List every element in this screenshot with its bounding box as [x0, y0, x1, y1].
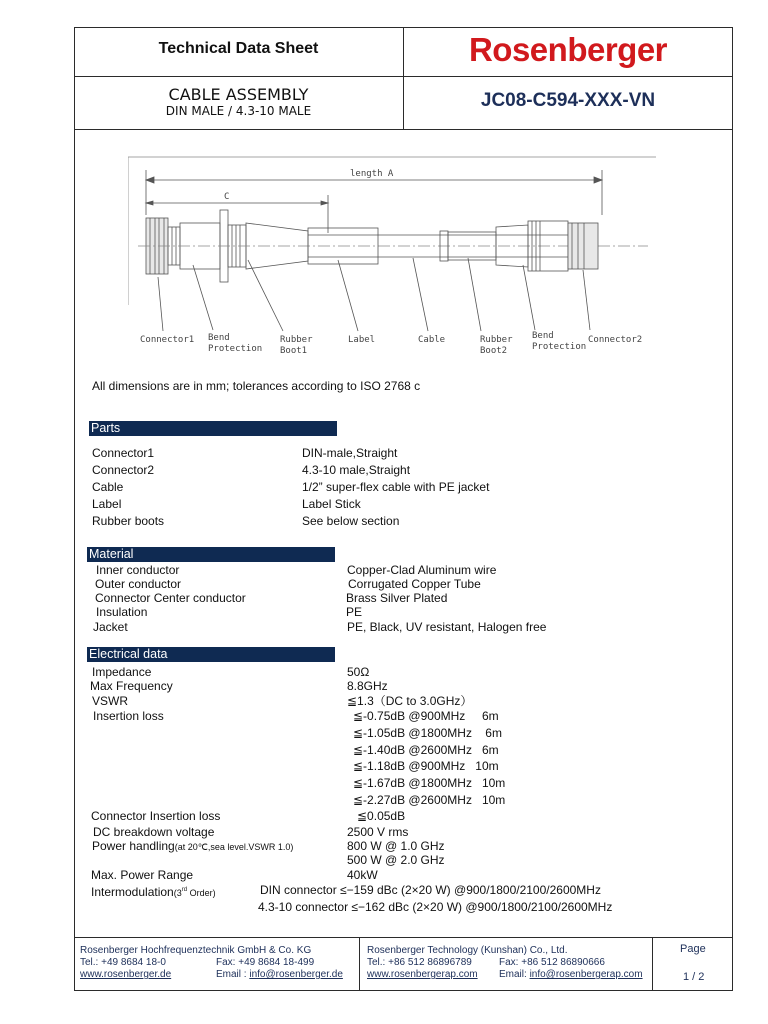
vswr-value: ≦1.3（DC to 3.0GHz）	[347, 694, 473, 708]
footer-company-de: Rosenberger Hochfrequenztechnik GmbH & Co. KG	[80, 945, 312, 956]
footer-divider-1	[359, 937, 360, 991]
section-parts-header: Parts	[89, 421, 337, 436]
power-handling-value-1: 800 W @ 1.0 GHz	[347, 839, 445, 853]
page-number: 1 / 2	[683, 971, 705, 983]
connector-insertion-loss-value: ≦0.05dB	[357, 809, 406, 823]
callout-label: Label	[348, 335, 376, 345]
intermodulation-value-4310: 4.3-10 connector ≤−162 dBc (2×20 W) @900/1800/2100/2600MHz	[258, 900, 613, 914]
callout-bend-protection-1: Bend Protection	[208, 333, 263, 354]
max-frequency-label: Max Frequency	[90, 679, 173, 693]
footer-email-de-link[interactable]: info@rosenberger.de	[249, 969, 343, 980]
insertion-loss-label: Insertion loss	[93, 709, 164, 723]
footer-tel-de: Tel.: +49 8684 18-0	[80, 957, 166, 968]
impedance-label: Impedance	[92, 665, 152, 679]
brand-logo: Rosenberger	[468, 31, 668, 68]
callout-rubber-boot1: Rubber Boot1	[280, 335, 313, 356]
intermodulation-label: Intermodulation(3rd Order)	[91, 885, 216, 899]
footer-divider-2	[652, 937, 653, 991]
footer-tel-cn: Tel.: +86 512 86896789	[367, 957, 472, 968]
impedance-value: 50Ω	[347, 665, 370, 679]
vswr-label: VSWR	[92, 694, 128, 708]
footer-email-cn-link[interactable]: info@rosenbergerap.com	[529, 969, 643, 980]
insertion-loss-value: ≦-2.27dB @2600MHz 10m	[353, 793, 506, 807]
parts-label: Cable	[92, 480, 124, 494]
section-electrical-header: Electrical data	[87, 647, 335, 662]
dim-c-label: C	[224, 192, 230, 202]
parts-label: Connector1	[92, 446, 155, 460]
insertion-loss-value: ≦-1.05dB @1800MHz 6m	[353, 726, 502, 740]
insertion-loss-value: ≦-1.40dB @2600MHz 6m	[353, 743, 499, 757]
callout-bend-protection-2: Bend Protection	[532, 331, 587, 352]
material-value: Brass Silver Plated	[346, 591, 448, 605]
material-label: Outer conductor	[95, 577, 182, 591]
parts-label: Label	[92, 497, 122, 511]
callout-connector1: Connector1	[140, 335, 195, 345]
footer-fax-de: Fax: +49 8684 18-499	[216, 957, 315, 968]
insertion-loss-value: ≦-0.75dB @900MHz 6m	[353, 709, 499, 723]
material-value: PE, Black, UV resistant, Halogen free	[347, 620, 547, 634]
material-value: Copper-Clad Aluminum wire	[347, 563, 497, 577]
part-number: JC08-C594-XXX-VN	[480, 90, 656, 111]
parts-label: Connector2	[92, 463, 155, 477]
power-handling-label: Power handling(at 20℃,sea level.VSWR 1.0)	[92, 839, 294, 853]
page-label: Page	[680, 943, 706, 955]
footer-email-cn: Email: info@rosenbergerap.com	[499, 969, 643, 980]
doc-title: Technical Data Sheet	[158, 40, 319, 57]
dim-length-label: length A	[350, 169, 394, 179]
material-label: Connector Center conductor	[95, 591, 246, 605]
material-value: Corrugated Copper Tube	[348, 577, 481, 591]
product-connectors: DIN MALE / 4.3-10 MALE	[165, 104, 312, 118]
max-power-label: Max. Power Range	[91, 868, 194, 882]
product-type: CABLE ASSEMBLY	[168, 85, 309, 104]
max-power-value: 40kW	[347, 868, 378, 882]
parts-value: See below section	[302, 514, 400, 528]
footer-company-cn: Rosenberger Technology (Kunshan) Co., Ltd.	[367, 945, 568, 956]
insertion-loss-value: ≦-1.18dB @900MHz 10m	[353, 759, 499, 773]
cable-assembly-drawing	[128, 155, 656, 365]
footer-web-de-link[interactable]: www.rosenberger.de	[80, 969, 172, 980]
callout-rubber-boot2: Rubber Boot2	[480, 335, 513, 356]
breakdown-voltage-label: DC breakdown voltage	[93, 825, 215, 839]
footer-fax-cn: Fax: +86 512 86890666	[499, 957, 605, 968]
parts-label: Rubber boots	[92, 514, 165, 528]
breakdown-voltage-value: 2500 V rms	[347, 825, 409, 839]
material-label: Insulation	[96, 605, 148, 619]
max-frequency-value: 8.8GHz	[347, 679, 388, 693]
insertion-loss-value: ≦-1.67dB @1800MHz 10m	[353, 776, 506, 790]
parts-value: DIN-male,Straight	[302, 446, 398, 460]
section-material-header: Material	[87, 547, 335, 562]
footer-email-de: Email : info@rosenberger.de	[216, 969, 343, 980]
dimensions-note: All dimensions are in mm; tolerances according to ISO 2768 c	[92, 379, 421, 393]
header-bottom-line	[74, 129, 733, 130]
material-value: PE	[346, 605, 363, 619]
intermodulation-value-din: DIN connector ≤−159 dBc (2×20 W) @900/1800/2100/2600MHz	[260, 883, 601, 897]
footer-web-cn-link[interactable]: www.rosenbergerap.com	[367, 969, 478, 980]
parts-value: 1/2” super-flex cable with PE jacket	[302, 480, 490, 494]
callout-cable: Cable	[418, 335, 446, 345]
parts-value: 4.3-10 male,Straight	[302, 463, 411, 477]
material-label: Inner conductor	[96, 563, 180, 577]
callout-connector2: Connector2	[588, 335, 643, 345]
parts-value: Label Stick	[302, 497, 361, 511]
footer-top-line	[74, 937, 733, 938]
power-handling-value-2: 500 W @ 2.0 GHz	[347, 853, 445, 867]
material-label: Jacket	[93, 620, 128, 634]
connector-insertion-loss-label: Connector Insertion loss	[91, 809, 221, 823]
